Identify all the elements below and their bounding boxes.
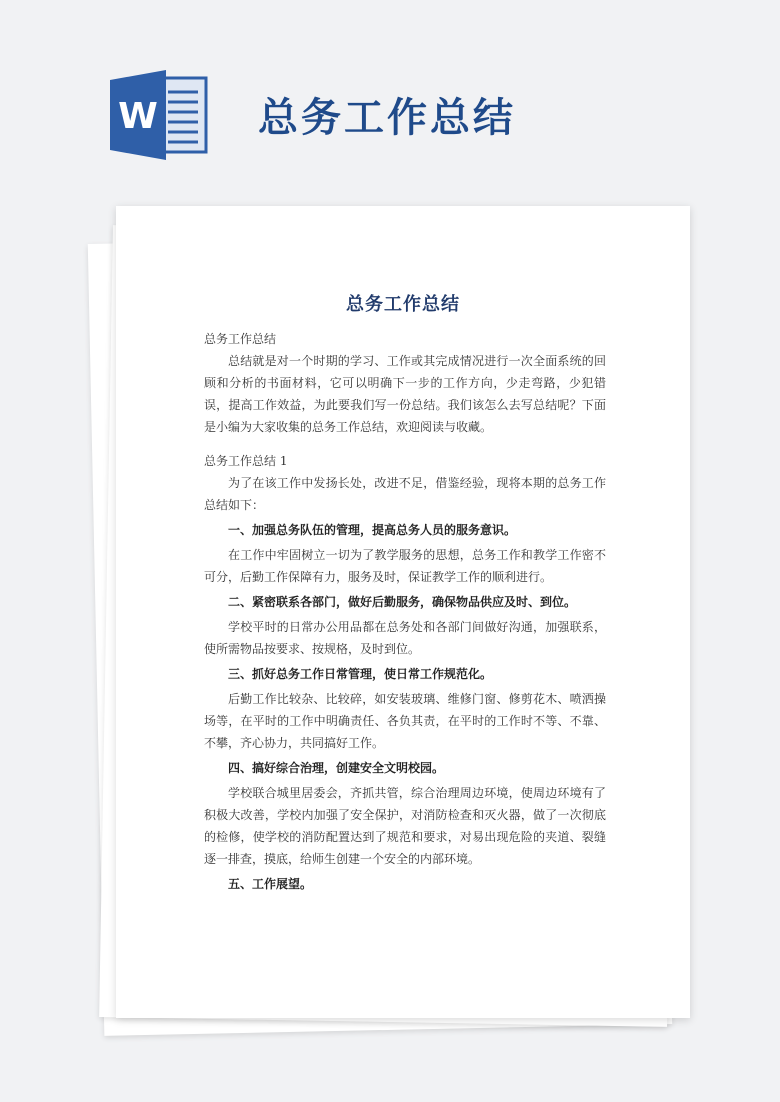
banner-title: 总务工作总结 [258, 95, 516, 141]
svg-text:W: W [118, 96, 158, 137]
heading-3: 三、抓好总务工作日常管理，使日常工作规范化。 [228, 667, 493, 681]
word-document-icon [108, 70, 208, 160]
heading-4: 四、搞好综合治理，创建安全文明校园。 [228, 761, 445, 775]
heading-2: 二、紧密联系各部门，做好后勤服务，确保物品供应及时、到位。 [228, 595, 577, 609]
paragraph-4: 学校联合城里居委会，齐抓共管，综合治理周边环境，使周边环境有了积极大改善，学校内加强了安全保护，对消防检查和灭火器，做了一次彻底的检修，使学校的消防配置达到了规范和要求，对易出现危险的夹道、裂缝逐一排查，摸底，给师生创建一个安全的内部环境。 [204, 786, 606, 866]
section-label: 总务工作总结 1 [204, 454, 288, 468]
document-title: 总务工作总结 [346, 294, 460, 315]
paragraph-3: 后勤工作比较杂、比较碎，如安装玻璃、维修门窗、修剪花木、喷洒操场等，在平时的工作中明确责任、各负其责，在平时的工作时不等、不靠、不攀，齐心协力，共同搞好工作。 [204, 692, 606, 750]
paragraph-2: 学校平时的日常办公用品都在总务处和各部门间做好沟通，加强联系，使所需物品按要求、按规格，及时到位。 [204, 620, 606, 656]
document-body [204, 328, 606, 898]
paragraph-1: 在工作中牢固树立一切为了教学服务的思想，总务工作和教学工作密不可分，后勤工作保障有力，服务及时，保证教学工作的顺利进行。 [204, 548, 606, 584]
heading-5: 五、工作展望。 [228, 877, 313, 891]
heading-1: 一、加强总务队伍的管理，提高总务人员的服务意识。 [228, 523, 517, 537]
section-intro: 为了在该工作中发扬长处，改进不足，借鉴经验，现将本期的总务工作总结如下： [204, 476, 606, 512]
document-page [116, 206, 690, 1018]
intro-label: 总务工作总结 [204, 332, 277, 346]
intro-paragraph: 总结就是对一个时期的学习、工作或其完成情况进行一次全面系统的回顾和分析的书面材料，它可以明确下一步的工作方向，少走弯路，少犯错误，提高工作效益，为此要我们写一份总结。我们该怎么去写总结呢？下面是小编为大家收集的总务工作总结，欢迎阅读与收藏。 [204, 354, 606, 434]
